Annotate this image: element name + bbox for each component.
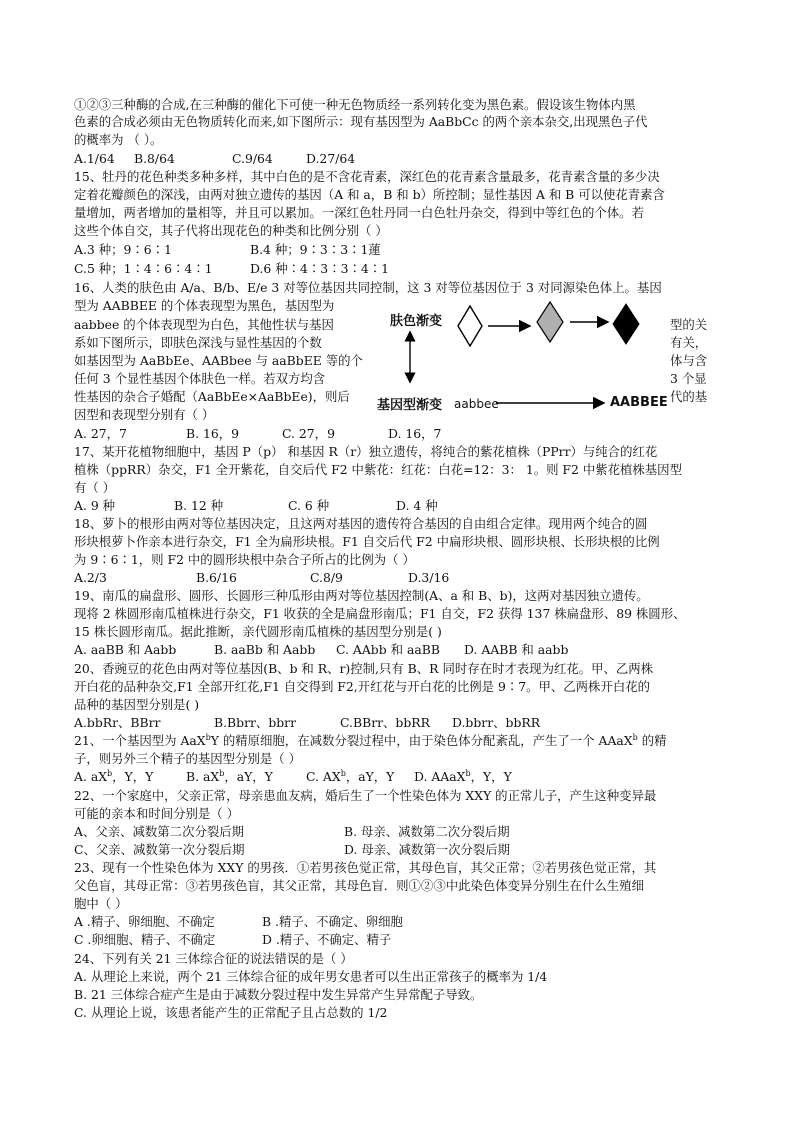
q16-line-8: 因型和表现型分别有（ ）: [74, 407, 215, 422]
q16-option-a: A. 27，7: [74, 426, 127, 441]
q17-option-c: C. 6 种: [288, 498, 330, 513]
q24-option-b: B. 21 三体综合症产生是由于减数分裂过程中发生异常产生异常配子导致。: [74, 987, 483, 1002]
q17-option-b: B. 12 种: [174, 498, 224, 513]
q16-line-7: 性基因的杂合子婚配（AaBbEe×AaBbEe)，则后: [74, 389, 350, 404]
q23-line-3: 胞中（ ）: [74, 896, 128, 911]
q23-option-b: B .精子、不确定、卵细胞: [262, 914, 403, 929]
q16-line-1: 16、人类的肤色由 A/a、B/b、E/e 3 对等位基因共同控制，这 3 对等位基因位于 3 对同源染色体上。基因: [74, 280, 662, 295]
superscript: b: [107, 768, 113, 778]
q20-line-1: 20、香豌豆的花色由两对等位基因(B、b 和 R、r)控制,只有 B、R 同时存在时才表现为红花。甲、乙两株: [74, 661, 654, 676]
q23-line-2: 父色盲，其母正常：③若男孩色盲，其父正常，其母色盲．则①②③中此染色体变异分别生在什么生殖细: [74, 878, 644, 893]
q16-line-5: 如基因型为 AaBbEe、AABbee 与 aaBbEE 等的个: [74, 353, 363, 368]
q16-option-c: C. 27，9: [282, 426, 335, 441]
q15-option-a: A.3 种；9∶6∶1: [74, 242, 172, 257]
option-text: ，Y，Y: [112, 769, 154, 784]
q16-line-6: 任何 3 个显性基因个体肤色一样。若双方均含: [74, 371, 326, 386]
diagram-top-label: 肤色渐变: [390, 314, 443, 329]
q18-line-3: 为 9∶6∶1，则 F2 中的圆形块根中杂合子所占的比例为（ ）: [74, 552, 415, 567]
option-text: ，aY，Y: [345, 769, 395, 784]
q15-option-c: C.5 种；1∶4∶6∶4∶1: [74, 261, 213, 276]
q14-line-2: 色素的合成必须由无色物质转化而来,如下图所示：现有基因型为 AaBbCc 的两个亲本杂交,出现黑色子代: [74, 114, 648, 129]
q16-line-3: aabbee 的个体表现型为白色，其他性状与基因: [74, 317, 334, 332]
q20-line-3: 品种的基因型分别是( ): [74, 697, 200, 712]
q22-line-1: 22、一个家庭中，父亲正常，母亲患血友病，婚后生了一个性染色体为 XXY 的正常儿子，产生这种变异最: [74, 788, 657, 803]
q15-line-3: 量增加，两者增加的量相等，并且可以累加。一深红色牡丹同一白色牡丹杂交，得到中等红色的个体。若: [74, 205, 644, 220]
q15-line-4: 这些个体自交，其子代将出现花色的种类和比例分别（ ）: [74, 223, 388, 238]
q20-line-2: 开白花的品种杂交,F1 全部开红花,F1 自交得到 F2,开红花与开白花的比例是 9∶7。甲、乙两株开白花的: [74, 679, 651, 694]
q19-option-d: D. AABB 和 aabb: [464, 642, 569, 657]
q22-option-d: D. 母亲、减数第一次分裂后期: [344, 842, 511, 857]
option-text: ，aY，Y: [224, 769, 273, 784]
q15-option-b: B.4 种；9∶3∶3∶1蓮: [250, 242, 381, 257]
option-text: B. aX: [186, 769, 220, 784]
diagram-bottom-label: 基因型渐变: [377, 398, 443, 413]
q14-line-1: ①②③三种酶的合成,在三种酶的催化下可使一种无色物质经一系列转化变为黑色素。假设该生物体内黑: [74, 97, 636, 112]
q21-line-1-part-1: 21、一个基因型为 AaX: [74, 733, 206, 748]
q23-option-c: C .卵细胞、精子、不确定: [74, 932, 216, 947]
superscript: b: [205, 732, 211, 742]
skin-color-diagram: [370, 296, 670, 422]
q17-line-2: 植株（ppRR）杂交，F1 全开紫花，自交后代 F2 中紫花：红花：白花=12：3： 1。则 F2 中紫花植株基因型: [74, 462, 682, 477]
q14-option-b: B.8/64: [134, 151, 175, 166]
q14-option-d: D.27/64: [306, 151, 356, 166]
q21-option-d: [414, 768, 512, 785]
q16-side-text-4: 3 个显: [670, 371, 707, 386]
q19-line-3: 15 株长圆形南瓜。据此推断，亲代圆形南瓜植株的基因型分别是( ): [74, 624, 442, 639]
q16-side-text-5: 代的基: [670, 389, 708, 404]
diagram-genotype-low: aabbee: [454, 397, 499, 411]
option-text: C. AX: [306, 769, 341, 784]
diagram-genotype-high: AABBEE: [610, 395, 668, 410]
q24-line-1: 24、下列有关 21 三体综合征的说法错误的是（ ）: [74, 951, 353, 966]
q14-option-a: A.1/64: [74, 151, 115, 166]
q15-option-d: D.6 种∶4∶3∶3∶4∶1: [250, 261, 390, 276]
q17-line-3: 有（ ）: [74, 480, 116, 495]
q22-option-a: A、父亲、减数第二次分裂后期: [74, 824, 245, 839]
q17-option-a: A. 9 种: [74, 498, 116, 513]
q19-option-c: C. AAbb 和 aaBB: [336, 642, 440, 657]
diagram-graphics: [370, 296, 670, 422]
q23-line-1: 23、现有一个性染色体为 XXY 的男孩．①若男孩色觉正常，其母色盲，其父正常；②若男孩色觉正常，其: [74, 860, 657, 875]
q22-option-c: C、父亲、减数第一次分裂后期: [74, 842, 245, 857]
q21-option-a: [74, 768, 153, 785]
superscript: b: [465, 768, 471, 778]
q14-option-c: C.9/64: [232, 151, 273, 166]
q21-option-c: [306, 768, 394, 785]
q20-option-d: D.bbrr、bbRR: [452, 715, 541, 730]
q23-option-d: D .精子、不确定、精子: [262, 932, 392, 947]
q18-option-d: D.3/16: [408, 570, 450, 585]
q24-option-c: C. 从理论上说，该患者能产生的正常配子且占总数的 1/2: [74, 1005, 388, 1020]
q18-line-1: 18、萝卜的根形由两对等位基因决定，且这两对基因的遗传符合基因的自由组合定律。现用两个纯合的圆: [74, 516, 648, 531]
q16-option-d: D. 16，7: [388, 426, 442, 441]
q19-line-1: 19、南瓜的扁盘形、圆形、长圆形三种瓜形由两对等位基因控制(A、a 和 B、b)，这两对基因独立遗传。: [74, 588, 649, 603]
q21-option-b: [186, 768, 273, 785]
q16-side-text-2: 有关，: [670, 335, 708, 350]
q20-option-c: C.BBrr、bbRR: [340, 715, 430, 730]
q21-line-1-part-2: Y 的精原细胞，在减数分裂过程中，由于染色体分配紊乱，产生了一个 AAaX: [210, 733, 633, 748]
q14-line-3: 的概率为 （ ）。: [74, 132, 163, 147]
option-text: D. AAaX: [414, 769, 466, 784]
q18-option-c: C.8/9: [310, 570, 343, 585]
q19-option-a: A. aaBB 和 Aabb: [74, 642, 177, 657]
q24-option-a: A. 从理论上来说，两个 21 三体综合征的成年男女患者可以生出正常孩子的概率为 1/4: [74, 969, 548, 984]
q16-line-2: 型为 AABBEE 的个体表现型为黑色，基因型为: [74, 298, 335, 313]
q22-line-2: 可能的亲本和时间分别是（ ）: [74, 806, 240, 821]
q15-line-1: 15、牡丹的花色种类多种多样，其中白色的是不含花青素，深红色的花青素含量最多，花青素含量的多少决: [74, 169, 660, 184]
q18-option-a: A.2/3: [74, 570, 107, 585]
q19-option-b: B. aaBb 和 Aabb: [214, 642, 316, 657]
q16-option-b: B. 16，9: [186, 426, 240, 441]
option-text: ，Y，Y: [470, 769, 512, 784]
q18-line-2: 形块根萝卜作亲本进行杂交，F1 全为扁形块根。F1 自交后代 F2 中扁形块根、圆形块根、长形块根的比例: [74, 534, 660, 549]
q16-side-text-3: 体与含: [670, 353, 708, 368]
superscript: b: [632, 732, 638, 742]
white-diamond-icon: [458, 306, 482, 346]
q22-option-b: B. 母亲、减数第二次分裂后期: [344, 824, 510, 839]
q23-option-a: A .精子、卵细胞、不确定: [74, 914, 215, 929]
q17-option-d: D. 4 种: [396, 498, 438, 513]
q21-line-2: 子，则另外三个精子的基因型分别是（ ）: [74, 751, 301, 766]
option-text: A. aX: [74, 769, 108, 784]
q21-line-1: [74, 732, 666, 749]
q20-option-a: A.bbRr、BBrr: [74, 715, 161, 730]
q17-line-1: 17、某开花植物细胞中，基因 P（p） 和基因 R（r）独立遗传，将纯合的紫花植株（PPrr）与纯合的红花: [74, 444, 658, 459]
q16-line-4: 系如下图所示，即肤色深浅与显性基因的个数: [74, 335, 322, 350]
q19-line-2: 现将 2 株圆形南瓜植株进行杂交，F1 收获的全是扁盘形南瓜；F1 自交，F2 获得 137 株扁盘形、89 株圆形、: [74, 606, 686, 621]
q16-side-text-1: 型的关: [670, 317, 708, 332]
superscript: b: [340, 768, 346, 778]
gray-diamond-icon: [537, 302, 563, 342]
q15-line-2: 定着花瓣颜色的深浅，由两对独立遗传的基因（A 和 a，B 和 b）所控制；显性基因 A 和 B 可以使花青素含: [74, 187, 665, 202]
q21-line-1-part-3: 的精: [637, 733, 667, 748]
superscript: b: [219, 768, 225, 778]
q20-option-b: B.Bbrr、bbrr: [214, 715, 297, 730]
black-diamond-icon: [613, 304, 639, 344]
q18-option-b: B.6/16: [196, 570, 237, 585]
